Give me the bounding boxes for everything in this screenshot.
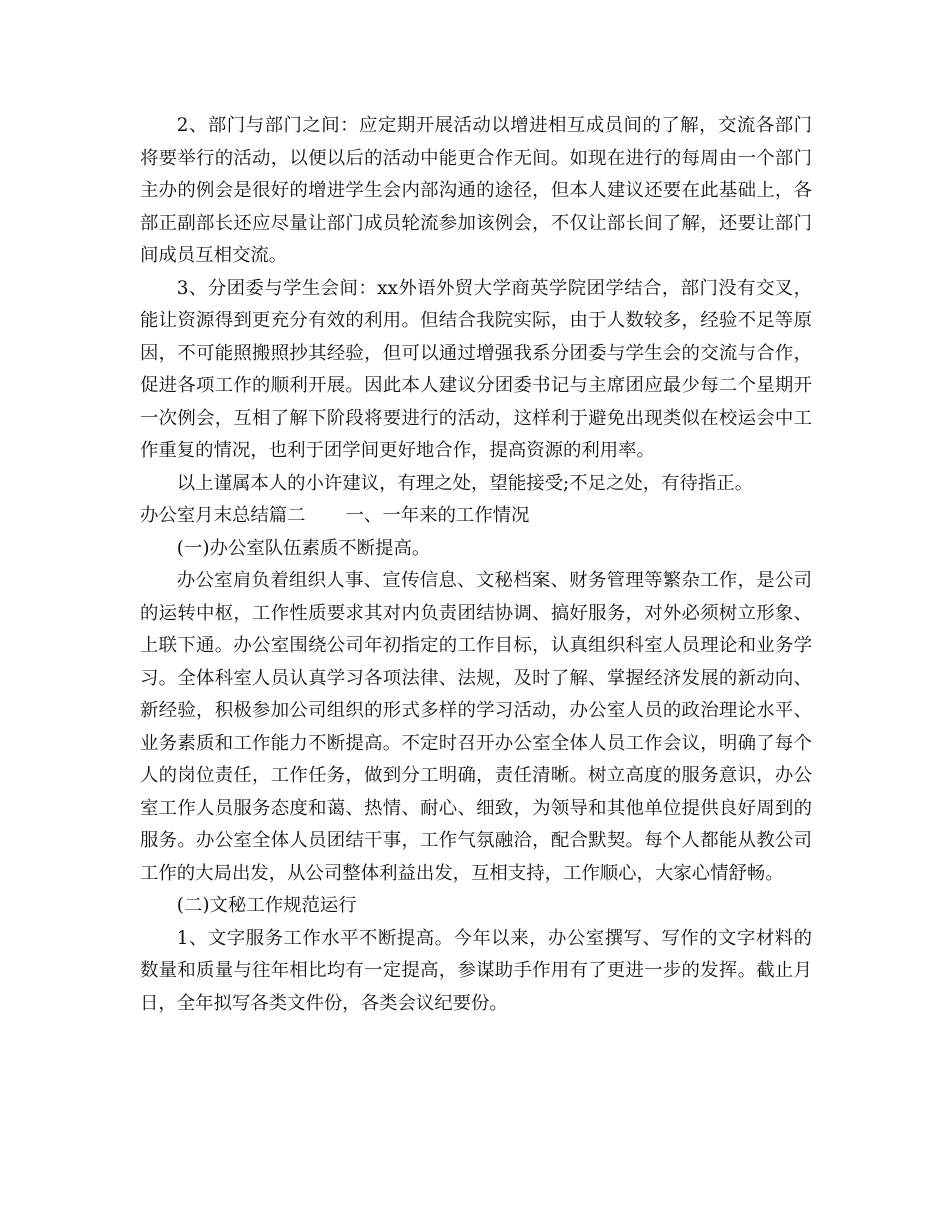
- document-body: [140, 110, 812, 1020]
- paragraph-office-duties: 办公室肩负着组织人事、宣传信息、文秘档案、财务管理等繁杂工作，是公司的运转中枢，工作性质要求其对内负责团结协调、搞好服务，对外必须树立形象、上联下通。办公室围绕公司年初指定的工作目标，认真组织科室人员理论和业务学习。全体科室人员认真学习各项法律、法规，及时了解、掌握经济发展的新动向、新经验，积极参加公司组织的形式多样的学习活动，办公室人员的政治理论水平、业务素质和工作能力不断提高。不定时召开办公室全体人员工作会议，明确了每个人的岗位责任，工作任务，做到分工明确，责任清晰。树立高度的服务意识，办公室工作人员服务态度和蔼、热情、耐心、细致，为领导和其他单位提供良好周到的服务。办公室全体人员团结干事，工作气氛融洽，配合默契。每个人都能从教公司工作的大局出发，从公司整体利益出发，互相支持，工作顺心，大家心情舒畅。: [140, 570, 812, 884]
- paragraph-secretarial-work: (二)文秘工作规范运行: [176, 895, 357, 916]
- paragraph-league-union-relations: 3、分团委与学生会间：xx外语外贸大学商英学院团学结合，部门没有交叉，能让资源得到更充分有效的利用。但结合我院实际，由于人数较多，经验不足等原因，不可能照搬照抄其经验，但可以通过增强我系分团委与学生会的交流与合作，促进各项工作的顺利开展。因此本人建议分团委书记与主席团应最少每二个星期开一次例会，互相了解下阶段将要进行的活动，这样利于避免出现类似在校运会中工作重复的情况，也利于团学间更好地合作，提高资源的利用率。: [140, 277, 812, 461]
- section-subtitle: 一、一年来的工作情况: [345, 505, 530, 526]
- paragraph-department-relations: 2、部门与部门之间：应定期开展活动以增进相互成员间的了解，交流各部门将要举行的活动，以便以后的活动中能更合作无间。如现在进行的每周由一个部门主办的例会是很好的增进学生会内部沟通的途径，但本人建议还要在此基础上，各部正副部长还应尽量让部门成员轮流参加该例会，不仅让部长间了解，还要让部门间成员互相交流。: [140, 115, 812, 266]
- paragraph-team-quality: (一)办公室队伍素质不断提高。: [176, 537, 431, 559]
- paragraph-writing-service: 1、文字服务工作水平不断提高。今年以来，办公室撰写、写作的文字材料的数量和质量与往年相比均有一定提高，参谋助手作用有了更进一步的发挥。截止月日，全年拟写各类文件份，各类会议纪要份。: [140, 927, 812, 1014]
- paragraph-closing-remark: 以上谨属本人的小许建议，有理之处，望能接受;不足之处，有待指正。: [176, 472, 754, 494]
- section-heading: [140, 500, 812, 533]
- section-title: 办公室月末总结篇二: [140, 505, 306, 526]
